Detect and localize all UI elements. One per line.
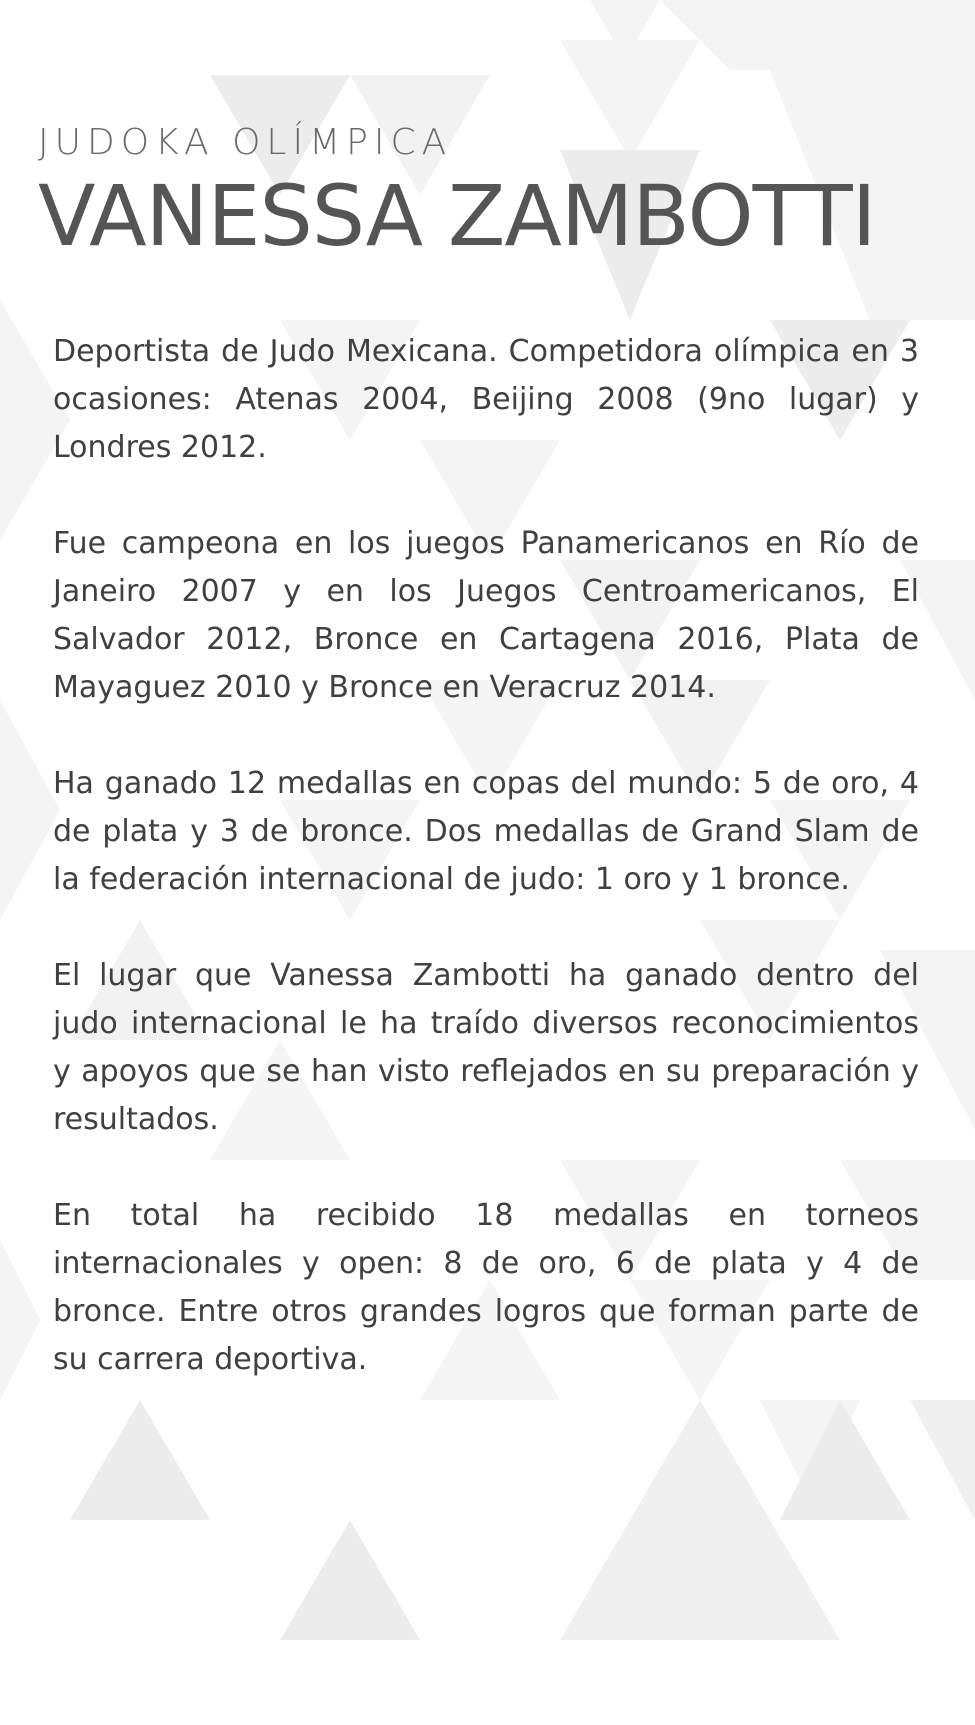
- paragraph-regional-titles: Fue campeona en los juegos Panamericanos en Río de Janeiro 2007 y en los Juegos Centroamericanos, El Salvador 2012, Bronce en Cartagena 2016, Plata de Mayaguez 2010 y Bronce en Veracruz 2014.: [53, 526, 919, 705]
- paragraph-total-medals: En total ha recibido 18 medallas en torneos internacionales y open: 8 de oro, 6 de plata y 4 de bronce. Entre otros grandes logros que forman parte de su carrera deportiva.: [53, 1198, 919, 1377]
- paragraph-world-cup-medals: Ha ganado 12 medallas en copas del mundo: 5 de oro, 4 de plata y 3 de bronce. Dos medallas de Grand Slam de la federación internacional de judo: 1 oro y 1 bronce.: [53, 766, 919, 897]
- paragraph-olympics: Deportista de Judo Mexicana. Competidora olímpica en 3 ocasiones: Atenas 2004, Beijing 2008 (9no lugar) y Londres 2012.: [53, 334, 919, 465]
- paragraph-recognition: El lugar que Vanessa Zambotti ha ganado dentro del judo internacional le ha traído diversos reconocimientos y apoyos que se han visto reflejados en su preparación y resultados.: [53, 958, 919, 1137]
- page-title: VANESSA ZAMBOTTI: [38, 167, 876, 265]
- subtitle-heading: JUDOKA OLÍMPICA: [38, 122, 453, 163]
- biography-body: [53, 328, 919, 1432]
